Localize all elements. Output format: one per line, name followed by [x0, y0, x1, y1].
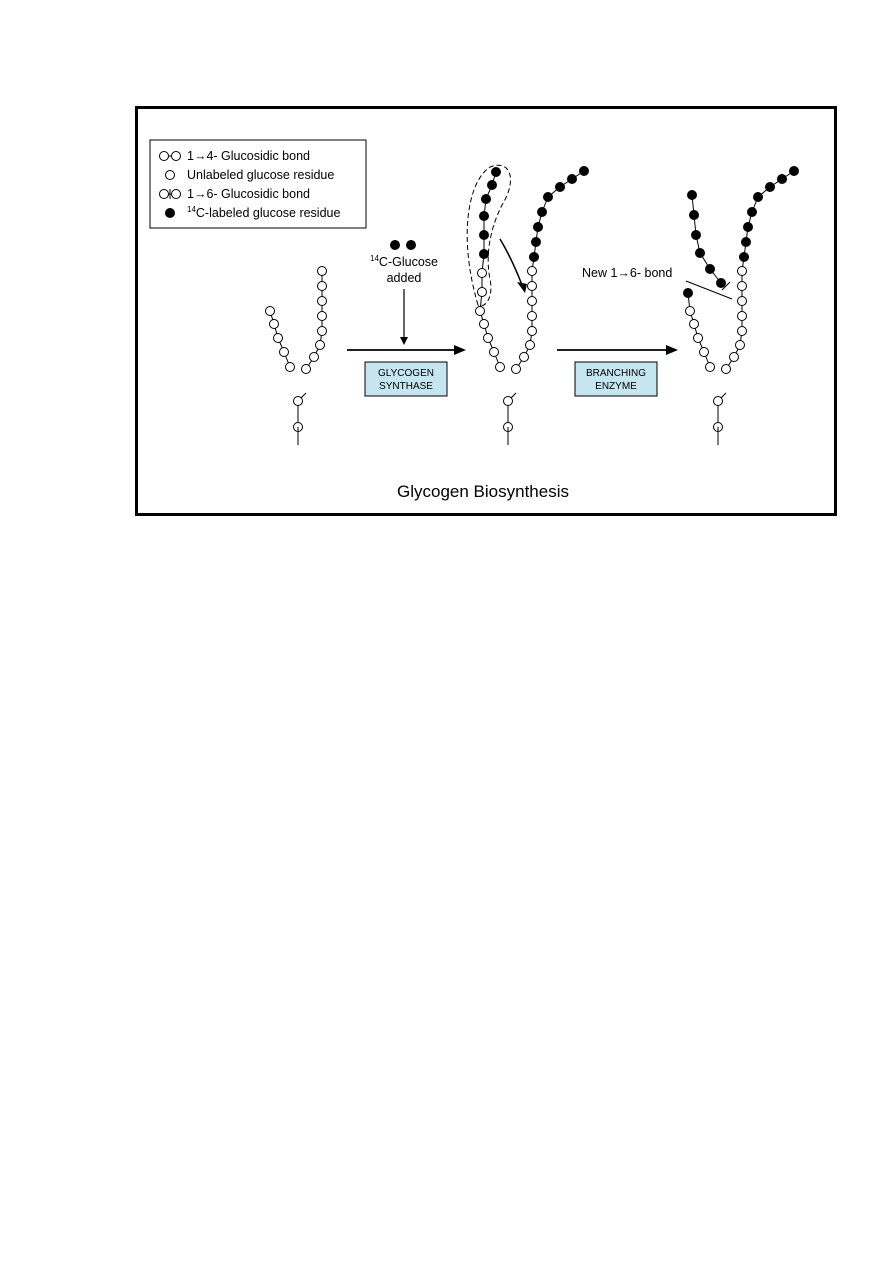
- unlabeled-glucose-residue: [528, 312, 537, 321]
- unlabeled-glucose-residue: [528, 297, 537, 306]
- labeled-glucose-residue: [754, 193, 763, 202]
- labeled-glucose-residue: [778, 175, 787, 184]
- labeled-glucose-residue: [748, 208, 757, 217]
- unlabeled-glucose-residue: [310, 353, 319, 362]
- unlabeled-glucose-residue: [738, 267, 747, 276]
- added-glucose-dot-icon: [390, 240, 400, 250]
- labeled-glucose-residue: [696, 249, 705, 258]
- unlabeled-glucose-residue: [496, 363, 505, 372]
- legend-symbol-1-6-bond-icon: [160, 189, 181, 199]
- new-bond-label: New 1→6- bond: [582, 266, 673, 280]
- unlabeled-glucose-residue: [730, 353, 739, 362]
- unlabeled-glucose-residue: [736, 341, 745, 350]
- labeled-glucose-residue: [488, 181, 497, 190]
- reaction-arrow-1-head-icon: [454, 345, 466, 355]
- labeled-glucose-residue: [580, 167, 589, 176]
- glucose-added-label-line1: $^{14}$C-Glucose: [370, 254, 438, 269]
- labeled-glucose-residue: [690, 211, 699, 220]
- enzyme-box-branching-enzyme: [575, 362, 657, 396]
- labeled-glucose-residue: [532, 238, 541, 247]
- labeled-glucose-residue: [544, 193, 553, 202]
- unlabeled-glucose-residue: [316, 341, 325, 350]
- unlabeled-glucose-residue: [274, 334, 283, 343]
- labeled-glucose-residue: [538, 208, 547, 217]
- unlabeled-glucose-residue: [738, 327, 747, 336]
- labeled-glucose-residue: [706, 265, 715, 274]
- enzyme-branching-line1: BRANCHING: [585, 368, 647, 379]
- reaction-arrow-1: [347, 345, 466, 355]
- reaction-arrow-2-head-icon: [666, 345, 678, 355]
- enzyme-glycogen-synthase-line1: GLYCOGEN: [378, 368, 434, 379]
- glucose-added-arrowhead-icon: [400, 337, 408, 345]
- unlabeled-glucose-residue: [286, 363, 295, 372]
- labeled-glucose-residue: [717, 279, 726, 288]
- transfer-curved-arrow: [500, 239, 522, 285]
- labeled-glucose-residue: [480, 231, 489, 240]
- reaction-arrow-2: [557, 345, 678, 355]
- unlabeled-glucose-residue: [504, 397, 513, 406]
- enzyme-box-glycogen-synthase: [365, 362, 447, 396]
- unlabeled-glucose-residue: [302, 365, 311, 374]
- transfer-curved-arrowhead-icon: [517, 282, 527, 293]
- unlabeled-glucose-residue: [686, 307, 695, 316]
- unlabeled-glucose-residue: [484, 334, 493, 343]
- unlabeled-glucose-residue: [318, 282, 327, 291]
- labeled-glucose-residue: [790, 167, 799, 176]
- unlabeled-glucose-residue: [528, 327, 537, 336]
- labeled-glucose-residue: [480, 212, 489, 221]
- unlabeled-glucose-residue: [476, 307, 485, 316]
- unlabeled-glucose-residue: [480, 320, 489, 329]
- unlabeled-glucose-residue: [478, 269, 487, 278]
- legend-label-labeled-sup: 14: [187, 205, 196, 214]
- unlabeled-glucose-residue: [512, 365, 521, 374]
- unlabeled-glucose-residue: [706, 363, 715, 372]
- unlabeled-glucose-residue: [318, 297, 327, 306]
- labeled-glucose-residue: [568, 175, 577, 184]
- labeled-glucose-residue: [692, 231, 701, 240]
- labeled-glucose-residue: [742, 238, 751, 247]
- labeled-glucose-residue: [744, 223, 753, 232]
- labeled-glucose-residue: [688, 191, 697, 200]
- unlabeled-glucose-residue: [738, 312, 747, 321]
- legend-symbol-unlabeled-icon: [166, 171, 175, 180]
- glycogen-molecule-elongated: [476, 167, 589, 432]
- unlabeled-glucose-residue: [318, 327, 327, 336]
- glycogen-biosynthesis-figure: [135, 106, 837, 516]
- unlabeled-glucose-residue: [528, 282, 537, 291]
- diagram-canvas: [138, 109, 834, 513]
- unlabeled-glucose-residue: [694, 334, 703, 343]
- unlabeled-glucose-residue: [722, 365, 731, 374]
- legend-label-1-4-bond: 1→4- Glucosidic bond: [187, 149, 310, 163]
- labeled-glucose-residue: [480, 250, 489, 259]
- unlabeled-glucose-residue: [520, 353, 529, 362]
- enzyme-branching-line2: ENZYME: [595, 381, 637, 392]
- unlabeled-glucose-residue: [280, 348, 289, 357]
- legend-label-unlabeled: Unlabeled glucose residue: [187, 168, 335, 182]
- labeled-glucose-residue: [684, 289, 693, 298]
- unlabeled-glucose-residue: [318, 312, 327, 321]
- unlabeled-glucose-residue: [294, 397, 303, 406]
- labeled-glucose-residue: [534, 223, 543, 232]
- unlabeled-glucose-residue: [700, 348, 709, 357]
- glucose-added-label-line2: added: [386, 271, 422, 285]
- unlabeled-glucose-residue: [738, 297, 747, 306]
- unlabeled-glucose-residue: [690, 320, 699, 329]
- unlabeled-glucose-residue: [318, 267, 327, 276]
- legend-symbol-labeled-icon: [166, 209, 175, 218]
- figure-title: Glycogen Biosynthesis: [397, 482, 569, 501]
- glycogen-molecule-branched: [684, 167, 799, 432]
- labeled-glucose-residue: [530, 253, 539, 262]
- glucose-added-annotation: [370, 240, 438, 345]
- unlabeled-glucose-residue: [528, 267, 537, 276]
- unlabeled-glucose-residue: [738, 282, 747, 291]
- unlabeled-glucose-residue: [490, 348, 499, 357]
- legend-label-1-6-bond: 1→6- Glucosidic bond: [187, 187, 310, 201]
- legend-label-labeled-rest: C-labeled glucose residue: [195, 206, 341, 220]
- unlabeled-glucose-residue: [478, 288, 487, 297]
- unlabeled-glucose-residue: [270, 320, 279, 329]
- labeled-glucose-residue: [740, 253, 749, 262]
- labeled-glucose-residue: [556, 183, 565, 192]
- labeled-glucose-residue: [492, 168, 501, 177]
- legend: [150, 140, 366, 228]
- labeled-glucose-residue: [482, 195, 491, 204]
- unlabeled-glucose-residue: [526, 341, 535, 350]
- added-glucose-dot-icon: [406, 240, 416, 250]
- glycogen-molecule-initial: [266, 267, 327, 432]
- legend-label-labeled: [187, 205, 340, 220]
- unlabeled-glucose-residue: [714, 397, 723, 406]
- enzyme-glycogen-synthase-line2: SYNTHASE: [379, 381, 433, 392]
- labeled-glucose-residue: [766, 183, 775, 192]
- unlabeled-glucose-residue: [266, 307, 275, 316]
